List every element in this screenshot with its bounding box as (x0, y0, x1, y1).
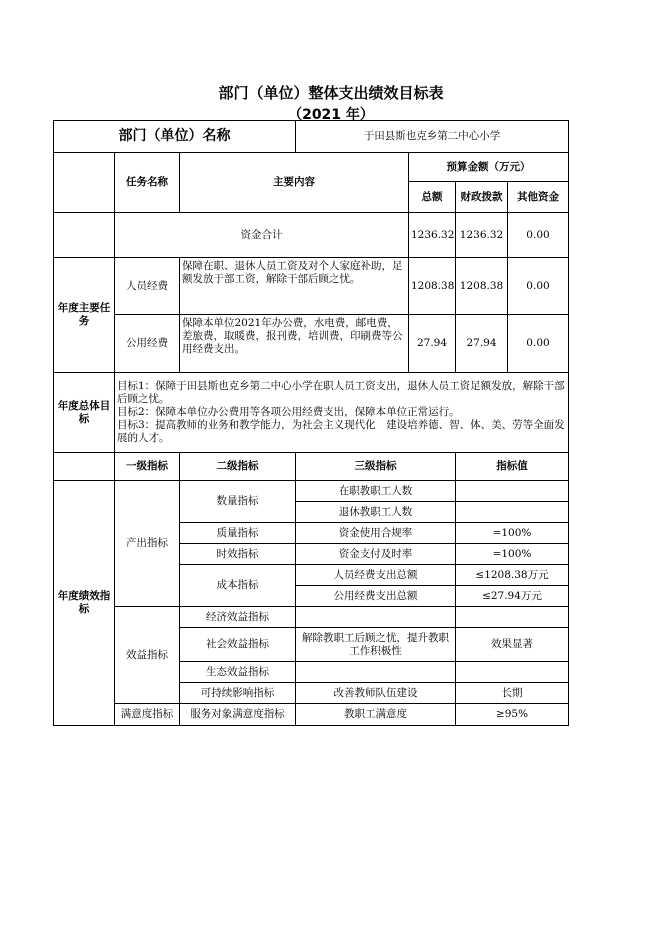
l3-cell: 退休教职工人数 (296, 502, 456, 523)
dept-name: 于田县斯也克乡第二中心小学 (296, 121, 569, 153)
funds-total-label: 资金合计 (115, 213, 409, 258)
value-cell (456, 502, 569, 523)
funds-fiscal: 1236.32 (456, 213, 508, 258)
l3-cell: 公用经费支出总额 (296, 586, 456, 607)
task-other: 0.00 (508, 315, 569, 373)
l3-cell: 人员经费支出总额 (296, 565, 456, 586)
funds-blank (54, 213, 115, 258)
value-header: 指标值 (456, 453, 569, 481)
budget-header: 预算金额（万元） (409, 153, 569, 182)
cost-label: 成本指标 (180, 565, 296, 607)
sustainable-label: 可持续影响指标 (180, 683, 296, 704)
goal-line: 目标2：保障本单位办公费用等各项公用经费支出，保障本单位正常运行。 (117, 406, 460, 418)
value-cell (456, 607, 569, 628)
task-name: 公用经费 (115, 315, 180, 373)
performance-table (53, 120, 569, 726)
l3-cell: 教职工满意度 (296, 704, 456, 726)
other-header: 其他资金 (508, 182, 569, 213)
quality-label: 质量指标 (180, 523, 296, 544)
page-title: 部门（单位）整体支出绩效目标表 (218, 84, 444, 102)
benefit-label: 效益指标 (115, 607, 180, 704)
l1-header: 一级指标 (115, 453, 180, 481)
funds-other: 0.00 (508, 213, 569, 258)
header-blank (54, 153, 115, 213)
value-cell: 长期 (456, 683, 569, 704)
overall-goal-text (115, 373, 569, 453)
total-header: 总额 (409, 182, 456, 213)
goal-line: 目标3：提高教师的业务和教学能力，为社会主义现代化 建设培养德、智、体、美、劳等全面发展的人才。 (117, 419, 565, 444)
value-cell: ≤27.94万元 (456, 586, 569, 607)
goal-line: 目标1：保障于田县斯也克乡第二中心小学在职人员工资支出，退休人员工资足额发放，解除干部后顾之忧。 (117, 380, 565, 405)
task-name-header: 任务名称 (115, 153, 180, 213)
funds-total: 1236.32 (409, 213, 456, 258)
task-fiscal: 27.94 (456, 315, 508, 373)
l3-cell: 解除教职工后顾之忧，提升教职工作积极性 (296, 628, 456, 662)
task-total: 1208.38 (409, 258, 456, 315)
economic-label: 经济效益指标 (180, 607, 296, 628)
indicator-blank (54, 453, 115, 481)
l3-cell (296, 607, 456, 628)
value-cell: =100% (456, 544, 569, 565)
task-total: 27.94 (409, 315, 456, 373)
value-cell: =100% (456, 523, 569, 544)
timeliness-label: 时效指标 (180, 544, 296, 565)
value-cell: 效果显著 (456, 628, 569, 662)
performance-label: 年度绩效指标 (54, 481, 115, 726)
output-label: 产出指标 (115, 481, 180, 607)
dept-label: 部门（单位）名称 (54, 121, 296, 153)
satisfaction-l2: 服务对象满意度指标 (180, 704, 296, 726)
task-name: 人员经费 (115, 258, 180, 315)
value-cell (456, 662, 569, 683)
fiscal-header: 财政拨款 (456, 182, 508, 213)
l3-cell: 在职教职工人数 (296, 481, 456, 502)
l3-cell: 改善教师队伍建设 (296, 683, 456, 704)
overall-goal-label: 年度总体目标 (54, 373, 115, 453)
value-cell: ≥95% (456, 704, 569, 726)
l3-cell (296, 662, 456, 683)
main-content-header: 主要内容 (180, 153, 409, 213)
value-cell (456, 481, 569, 502)
value-cell: ≤1208.38万元 (456, 565, 569, 586)
ecological-label: 生态效益指标 (180, 662, 296, 683)
task-fiscal: 1208.38 (456, 258, 508, 315)
l3-cell: 资金使用合规率 (296, 523, 456, 544)
social-label: 社会效益指标 (180, 628, 296, 662)
quantity-label: 数量指标 (180, 481, 296, 523)
l2-header: 二级指标 (180, 453, 296, 481)
task-content: 保障本单位2021年办公费，水电费，邮电费，差旅费，取暖费，报刊费，培训费，印刷费等公用经费支出。 (180, 315, 409, 373)
l3-header: 三级指标 (296, 453, 456, 481)
main-tasks-label: 年度主要任务 (54, 258, 115, 373)
year-subtitle: （2021 年） (288, 107, 374, 123)
task-content: 保障在职、退休人员工资及对个人家庭补助，足额发放于部工资，解除干部后顾之忧。 (180, 258, 409, 315)
l3-cell: 资金支付及时率 (296, 544, 456, 565)
satisfaction-label: 满意度指标 (115, 704, 180, 726)
task-other: 0.00 (508, 258, 569, 315)
